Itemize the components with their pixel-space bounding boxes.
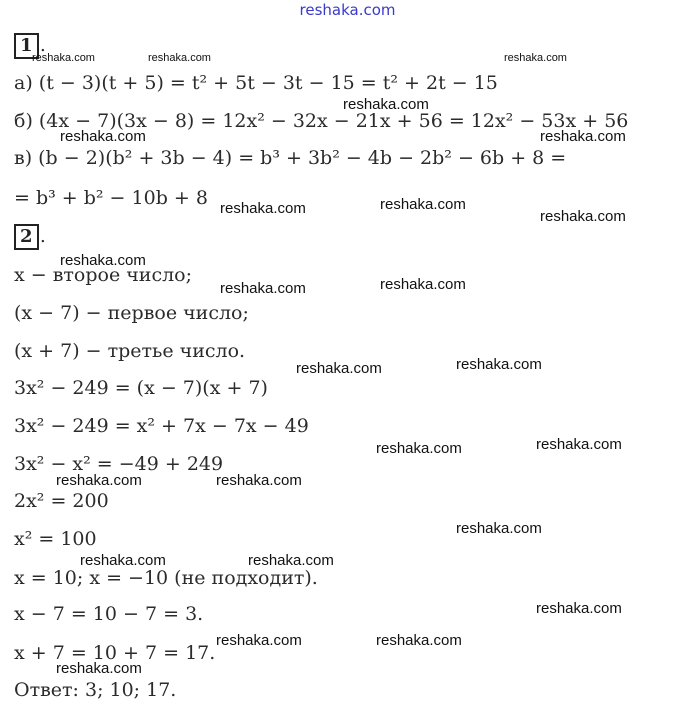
watermark: reshaka.com <box>343 96 429 113</box>
solution-line: (x − 7) − первое число; <box>14 302 249 324</box>
watermark: reshaka.com <box>296 360 382 377</box>
solution-line: (x + 7) − третье число. <box>14 340 246 362</box>
solution-line: 2x² = 200 <box>14 490 109 512</box>
task-number-1: 1 <box>14 33 39 59</box>
watermark: reshaka.com <box>56 660 142 677</box>
watermark: reshaka.com <box>540 128 626 145</box>
solution-line: 3x² − 249 = (x − 7)(x + 7) <box>14 377 268 399</box>
solution-line: x = 10; x = −10 (не подходит). <box>14 567 318 589</box>
watermark: reshaka.com <box>216 632 302 649</box>
solution-line: = b³ + b² − 10b + 8 <box>14 187 208 209</box>
task-number-2-dot: . <box>40 226 46 247</box>
solution-line: б) (4x − 7)(3x − 8) = 12x² − 32x − 21x + 56 = 12x² − 53x + 56 <box>14 110 629 132</box>
watermark: reshaka.com <box>32 52 95 64</box>
watermark: reshaka.com <box>220 280 306 297</box>
solution-line: 3x² − 249 = x² + 7x − 7x − 49 <box>14 415 309 437</box>
watermark: reshaka.com <box>148 52 211 64</box>
watermark: reshaka.com <box>220 200 306 217</box>
watermark: reshaka.com <box>56 472 142 489</box>
watermark: reshaka.com <box>376 440 462 457</box>
solution-line: в) (b − 2)(b² + 3b − 4) = b³ + 3b² − 4b − 2b² − 6b + 8 = <box>14 147 567 169</box>
watermark: reshaka.com <box>380 276 466 293</box>
site-header[interactable]: reshaka.com <box>299 1 396 19</box>
watermark: reshaka.com <box>380 196 466 213</box>
watermark: reshaka.com <box>60 128 146 145</box>
watermark: reshaka.com <box>60 252 146 269</box>
solution-line: x + 7 = 10 + 7 = 17. <box>14 642 216 664</box>
solution-line: 3x² − x² = −49 + 249 <box>14 453 224 475</box>
watermark: reshaka.com <box>456 356 542 373</box>
watermark: reshaka.com <box>216 472 302 489</box>
watermark: reshaka.com <box>536 436 622 453</box>
watermark: reshaka.com <box>536 600 622 617</box>
watermark: reshaka.com <box>504 52 567 64</box>
watermark: reshaka.com <box>456 520 542 537</box>
watermark: reshaka.com <box>248 552 334 569</box>
solution-line: а) (t − 3)(t + 5) = t² + 5t − 3t − 15 = t² + 2t − 15 <box>14 72 498 94</box>
task-number-2: 2 <box>14 224 39 250</box>
watermark: reshaka.com <box>540 208 626 225</box>
watermark: reshaka.com <box>376 632 462 649</box>
solution-line: x² = 100 <box>14 528 97 550</box>
answer-line: Ответ: 3; 10; 17. <box>14 679 177 701</box>
solution-line: x − второе число; <box>14 264 193 286</box>
watermark: reshaka.com <box>80 552 166 569</box>
task-number-1-dot: . <box>40 35 46 56</box>
solution-line: x − 7 = 10 − 7 = 3. <box>14 603 204 625</box>
